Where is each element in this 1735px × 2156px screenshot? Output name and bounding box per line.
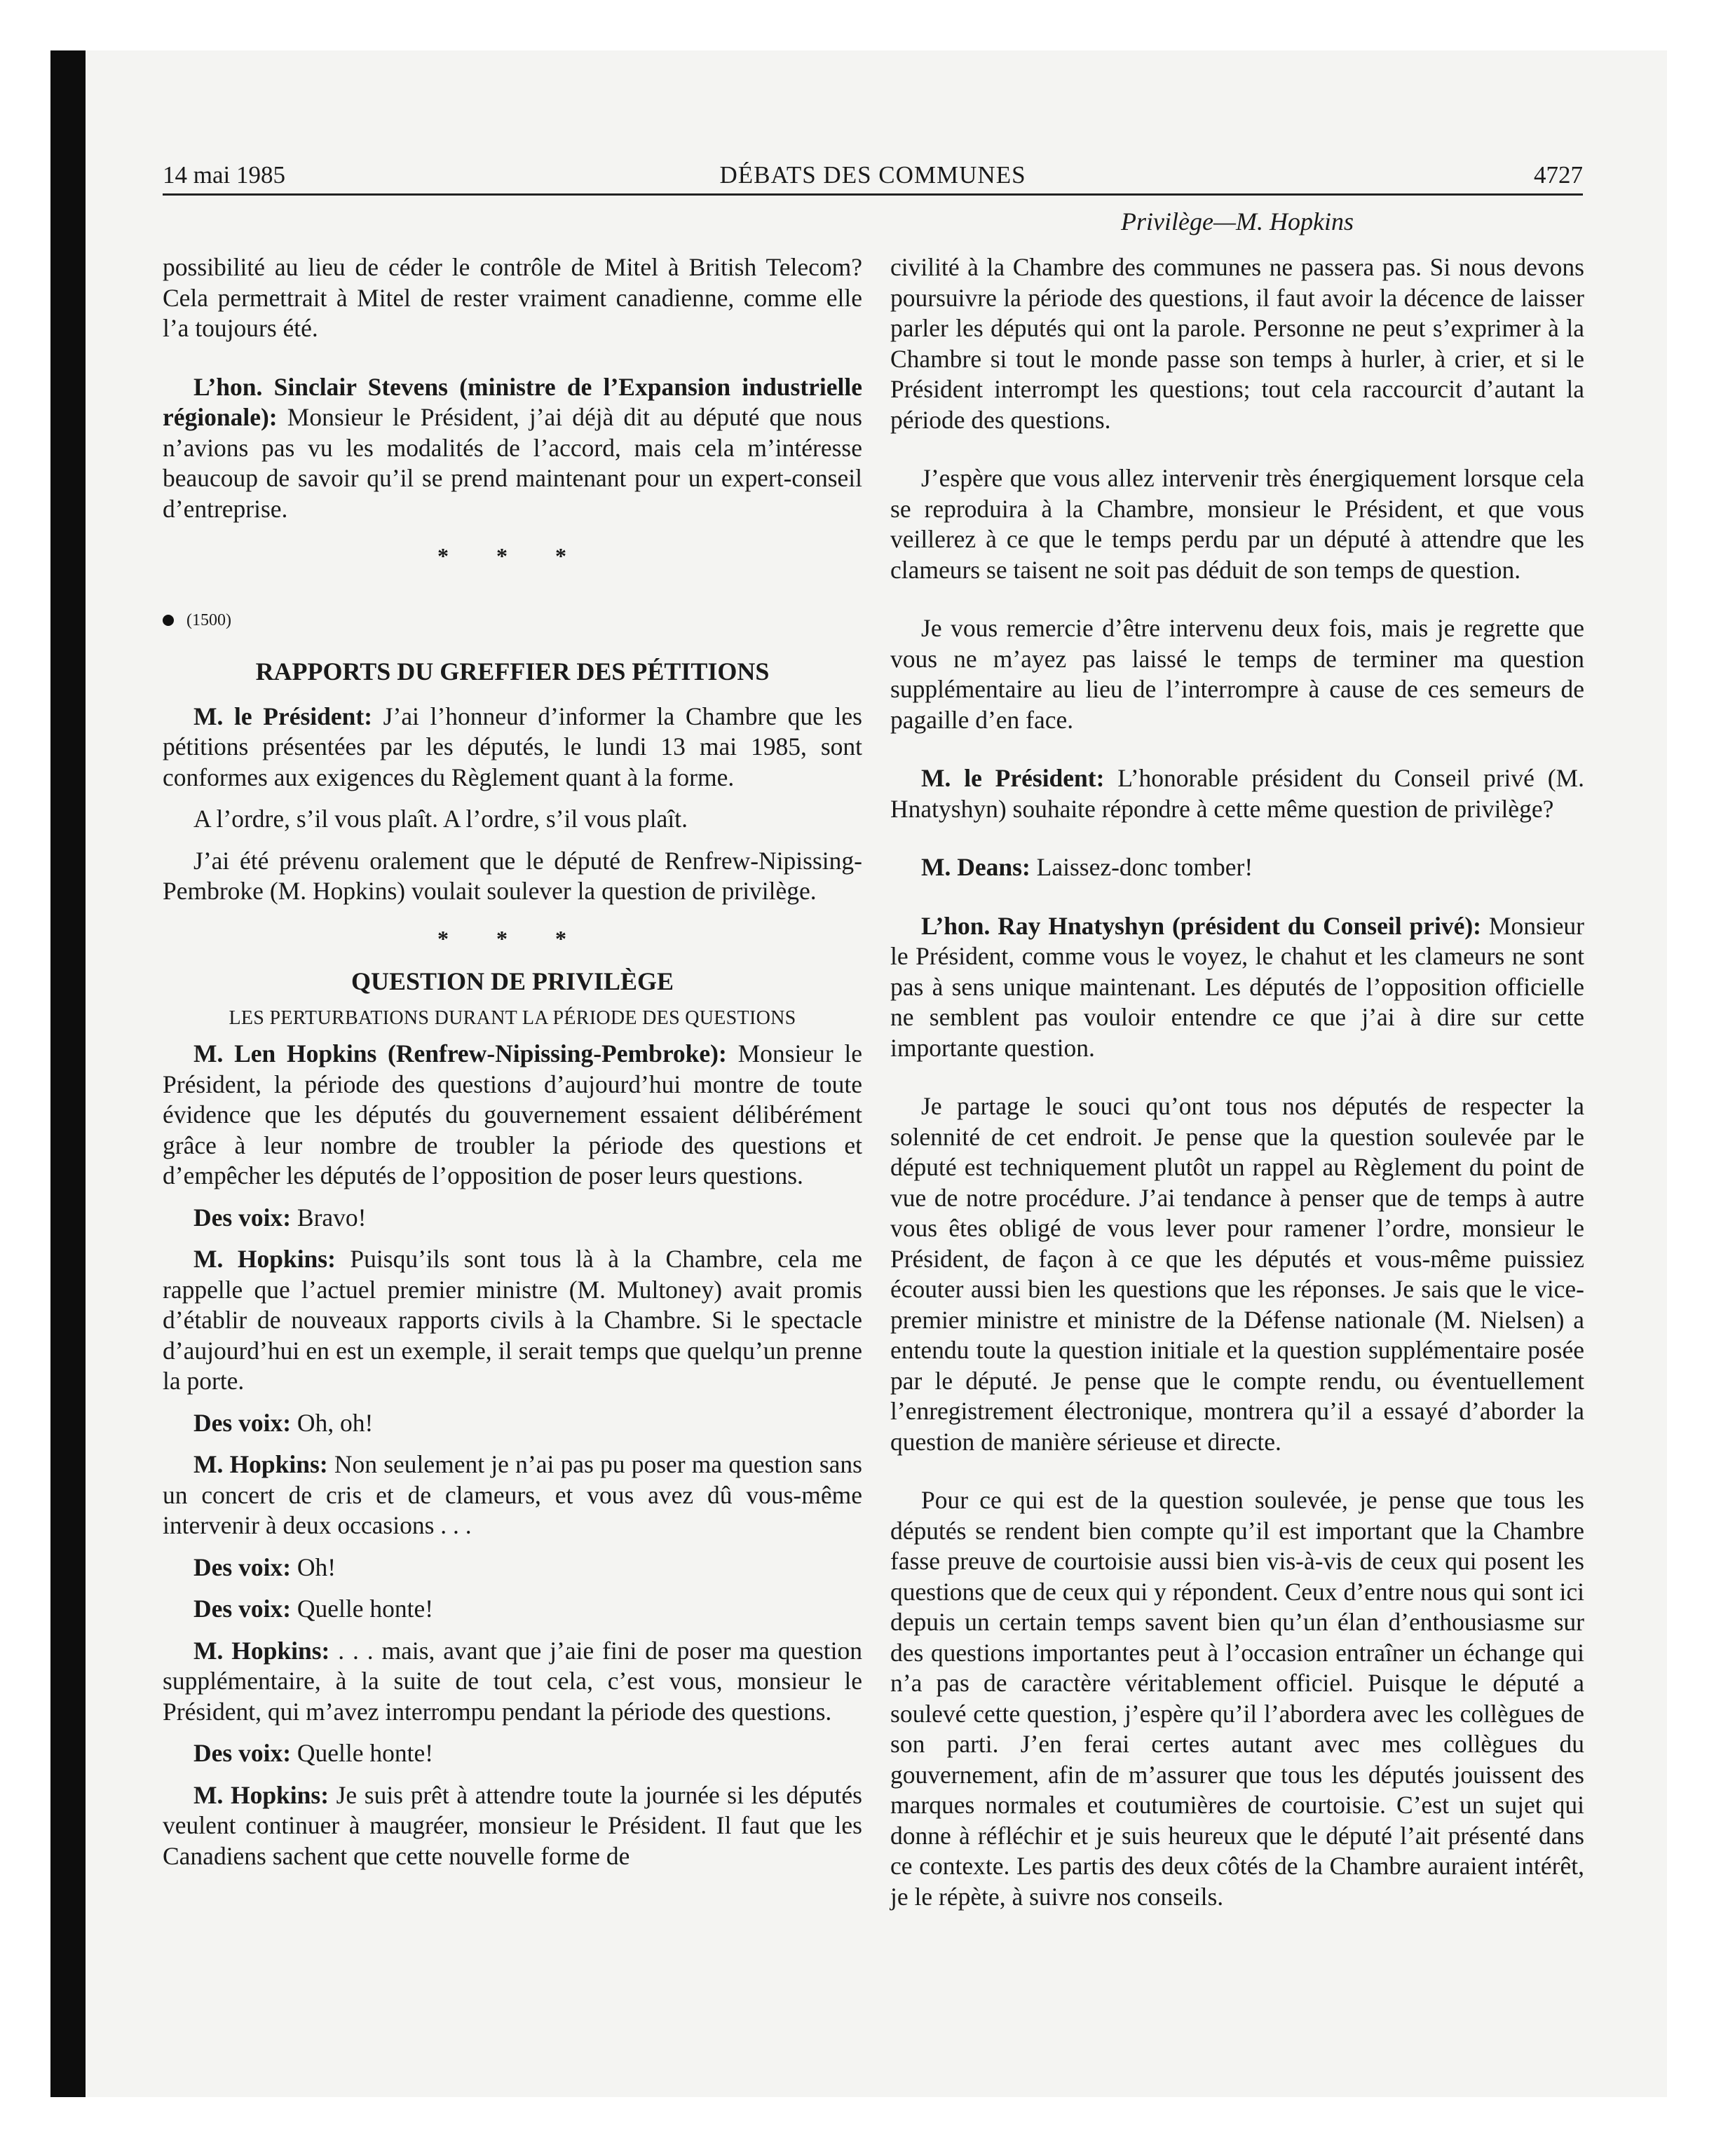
speech: Puisqu’ils sont tous là à la Chambre, cela me rappelle que l’actuel premier ministre (M. Multoney) avait promis d’établir de nouveaux rapports civils à la Chambre. Si le spectacle d’aujourd’hui en est un exemple, il serait temps que quelqu’un prenne la porte. [163, 1245, 862, 1395]
paragraph [163, 1780, 862, 1872]
speech: . . . mais, avant que j’aie fini de poser ma question supplémentaire, à la suite de tout cela, c’est vous, monsieur le Président, qui m’avez interrompu pendant la période des questions. [163, 1636, 862, 1726]
paragraph: Je vous remercie d’être intervenu deux fois, mais je regrette que vous ne m’ayez pas laissé le temps de terminer ma question supplémentaire au lieu de l’interrompre à cause de ces semeurs de pagaille d’en face. [890, 614, 1584, 734]
paragraph [163, 1449, 862, 1541]
speaker: M. Hopkins: [193, 1245, 336, 1273]
section-heading: RAPPORTS DU GREFFIER DES PÉTITIONS [255, 657, 770, 685]
paragraph [163, 1738, 862, 1769]
speaker: M. le Président: [193, 702, 373, 730]
section-separator: * * * [437, 925, 587, 951]
speech: Oh! [291, 1553, 336, 1581]
paragraph [163, 1594, 862, 1625]
speech: Monsieur le Président, j’ai déjà dit au député que nous n’avions pas vu les modalités de l’accord, mais cela m’intéresse beaucoup de savoir qu’il se prend maintenant pour un expert-conseil d’entreprise. [163, 403, 862, 523]
page-header [163, 158, 1583, 196]
paragraph: possibilité au lieu de céder le contrôle de Mitel à British Telecom? Cela permettrait à Mitel de rester vraiment canadienne, comme elle l’a toujours été. [163, 253, 862, 342]
speaker: M. Deans: [921, 853, 1030, 881]
bullet-icon [163, 615, 174, 626]
right-column [890, 252, 1584, 1912]
speaker: M. Hopkins: [193, 1450, 328, 1478]
speaker: M. Hopkins: [193, 1636, 330, 1665]
paragraph [163, 1203, 862, 1234]
speaker: Des voix: [193, 1739, 292, 1767]
speaker: M. Hopkins: [193, 1780, 329, 1809]
paragraph: Pour ce qui est de la question soulevée, je pense que tous les députés se rendent bien compte qu’il est important que la Chambre fasse preuve de courtoisie aussi bien vis-à-vis de ceux qui posent les questions que de ceux qui y répondent. Ceux d’entre nous qui sont ici depuis un certain temps savent bien qu’un élan d’enthousiasme sur des questions importantes peut à l’occasion entraîner un échange qui n’a pas de caractère véritablement officiel. Puisque le député a soulevé cette question, j’espère qu’il l’abordera avec les collègues de son parti. J’en ferai certes autant avec mes collègues du gouvernement, afin de m’assurer que tous les députés jouissent des marques normales et coutumières de courtoisie. C’est un sujet qui donne à réfléchir et je suis heureux que le député l’ait présenté dans ce contexte. Les partis des deux côtés de la Chambre auraient intérêt, je le répète, à suivre nos conseils. [890, 1486, 1584, 1911]
speaker: Des voix: [193, 1203, 292, 1231]
paragraph [163, 1039, 862, 1192]
speaker: Des voix: [193, 1595, 292, 1623]
paragraph [163, 1408, 862, 1439]
speaker: L’hon. Ray Hnatyshyn (président du Conseil privé): [921, 911, 1481, 940]
speech: Laissez-donc tomber! [1030, 853, 1253, 881]
running-head: Privilège—M. Hopkins [1121, 207, 1354, 236]
paragraph: civilité à la Chambre des communes ne passera pas. Si nous devons poursuivre la période des questions, il faut avoir la décence de laisser parler les députés qui ont la parole. Personne ne peut s’exprimer à la Chambre si tout le monde passe son temps à hurler, à crier, et si le Président interrompt les questions; tout cela raccourcit d’autant la période des questions. [890, 253, 1584, 434]
speech: Monsieur le Président, comme vous le voyez, le chahut et les clameurs ne sont pas à sens unique maintenant. Les députés de l’opposition officielle ne semblent pas vouloir entendre ce que j’ai à dire sur cette importante question. [890, 911, 1584, 1062]
section-heading: QUESTION DE PRIVILÈGE [351, 967, 674, 995]
left-column [163, 252, 862, 1871]
speech: J’ai l’honneur d’informer la Chambre que les pétitions présentées par les députés, le lundi 13 mai 1985, sont conformes aux exigences du Règlement quant à la forme. [163, 702, 862, 791]
paragraph [890, 763, 1584, 824]
speaker: Des voix: [193, 1553, 292, 1581]
section-separator: * * * [437, 543, 587, 568]
subheading: LES PERTURBATIONS DURANT LA PÉRIODE DES QUESTIONS [229, 1007, 796, 1029]
speech: L’honorable président du Conseil privé (M. Hnatyshyn) souhaite répondre à cette même question de privilège? [890, 764, 1584, 823]
paragraph [890, 911, 1584, 1064]
speech: Monsieur le Président, la période des questions d’aujourd’hui montre de toute évidence que les députés du gouvernement essaient délibérément grâce à leur nombre de troubler la période des questions et d’empêcher les députés de l’opposition de poser leurs questions. [163, 1039, 862, 1189]
paragraph [163, 702, 862, 793]
header-page-number: 4727 [1534, 161, 1583, 189]
paragraph [163, 372, 862, 525]
speaker: M. Len Hopkins (Renfrew-Nipissing-Pembroke): [193, 1039, 727, 1067]
speech: Quelle honte! [291, 1739, 434, 1767]
scan-edge [50, 50, 86, 2097]
speech: Je suis prêt à attendre toute la journée si les députés veulent continuer à maugréer, monsieur le Président. Il faut que les Canadiens sachent que cette nouvelle forme de [163, 1780, 862, 1870]
timestamp-label: (1500) [186, 610, 231, 629]
paragraph [890, 852, 1584, 883]
speaker: Des voix: [193, 1408, 292, 1437]
speech: Non seulement je n’ai pas pu poser ma question sans un concert de cris et de clameurs, et vous avez dû vous-même intervenir à deux occasions . . . [163, 1450, 862, 1539]
speech: Quelle honte! [291, 1595, 434, 1623]
speech: Oh, oh! [291, 1408, 374, 1437]
speaker: L’hon. Sinclair Stevens (ministre de l’Expansion industrielle régionale): [163, 372, 862, 431]
paragraph: J’ai été prévenu oralement que le député de Renfrew-Nipissing-Pembroke (M. Hopkins) voulait soulever la question de privilège. [163, 846, 862, 905]
timestamp [163, 606, 862, 636]
speech: Bravo! [291, 1203, 367, 1231]
paragraph [163, 1553, 862, 1583]
paragraph: Je partage le souci qu’ont tous nos députés de respecter la solennité de cet endroit. Je pense que la question soulevée par le député est techniquement plutôt un rappel au Règlement du point de vue de notre procédure. J’ai tendance à penser que de temps à autre vous êtes obligé de vous lever pour ramener l’ordre, monsieur le Président, de façon à ce que les députés et vous-même puissiez écouter aussi bien les questions que les réponses. Je sais que le vice-premier ministre et ministre de la Défense nationale (M. Nielsen) a entendu toute la question initiale et la question supplémentaire posée par le député. Je pense que le compte rendu, ou éventuellement l’enregistrement électronique, montrera qu’il a essayé d’aborder la question de manière sérieuse et directe. [890, 1092, 1584, 1456]
paragraph: A l’ordre, s’il vous plaît. A l’ordre, s’il vous plaît. [193, 805, 688, 833]
header-journal-title: DÉBATS DES COMMUNES [719, 161, 1026, 189]
paragraph: J’espère que vous allez intervenir très énergiquement lorsque cela se reproduira à la Chambre, monsieur le Président, et que vous veillerez à ce que le temps perdu par un député à attendre que les clameurs se taisent ne soit pas déduit de son temps de question. [890, 464, 1584, 584]
header-date: 14 mai 1985 [163, 161, 285, 189]
paragraph [163, 1244, 862, 1397]
paragraph [163, 1636, 862, 1728]
speaker: M. le Président: [921, 764, 1105, 792]
